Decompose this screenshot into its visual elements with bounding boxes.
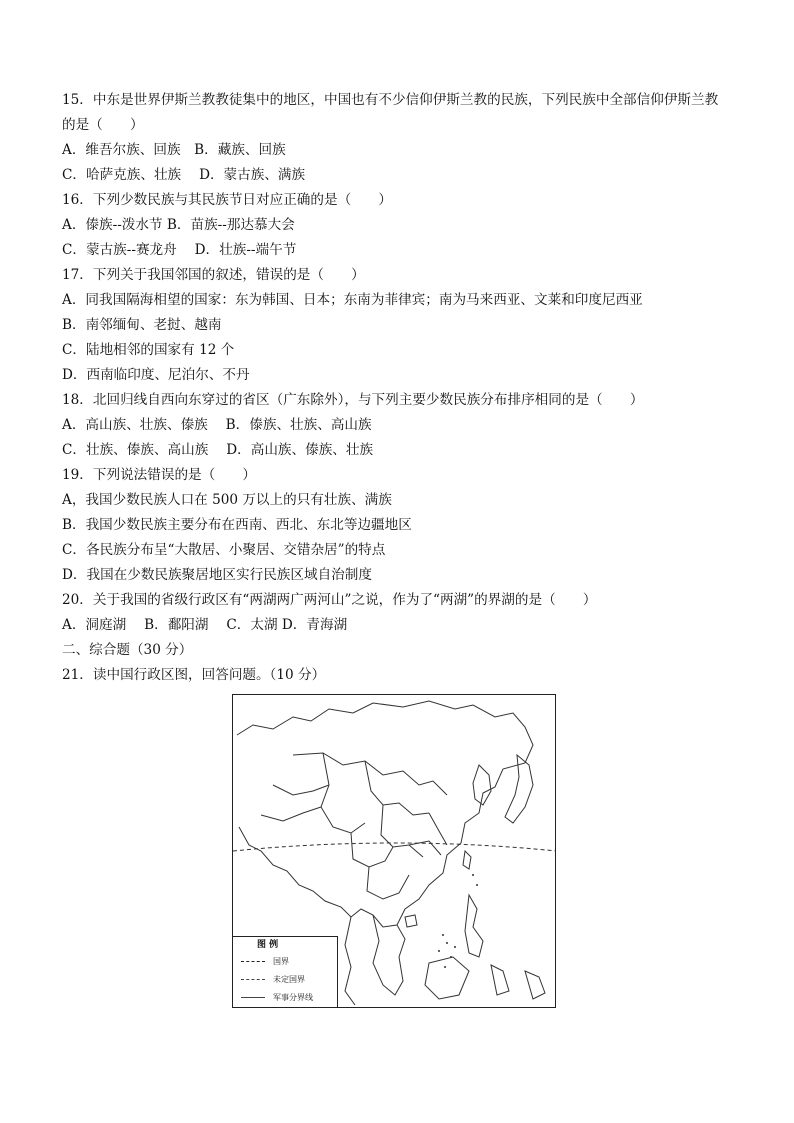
question-19-option: A，我国少数民族人口在 500 万以上的只有壮族、满族 (62, 492, 392, 508)
question-15-stem-cont: 的是（ ） (62, 117, 144, 133)
question-16-stem: 16．下列少数民族与其民族节日对应正确的是（ ） (62, 192, 392, 208)
legend-label: 国界 (273, 956, 289, 966)
legend-item-undefined-border (241, 973, 305, 985)
question-17-option: C．陆地相邻的国家有 12 个 (62, 342, 235, 358)
question-15-option-row: A．维吾尔族、回族 B．藏族、回族 (62, 142, 286, 158)
question-18-option-row: A．高山族、壮族、傣族 B．傣族、壮族、高山族 (62, 417, 372, 433)
undefined-border-line-icon (241, 979, 265, 980)
question-15-option-row: C．哈萨克族、壮族 D．蒙古族、满族 (62, 167, 306, 183)
national-border-line-icon (241, 961, 265, 962)
question-17-option: D．西南临印度、尼泊尔、不丹 (62, 367, 250, 383)
china-administrative-map (232, 694, 556, 1008)
section-title: 二、综合题（30 分） (62, 642, 193, 658)
question-19-option: B．我国少数民族主要分布在西南、西北、东北等边疆地区 (62, 517, 412, 533)
question-15-stem: 15．中东是世界伊斯兰教教徒集中的地区，中国也有不少信仰伊斯兰教的民族，下列民族中全部信仰伊斯兰教 (62, 92, 719, 108)
question-19-option: D．我国在少数民族聚居地区实行民族区域自治制度 (62, 567, 372, 583)
question-20-option-row: A．洞庭湖 B．鄱阳湖 C．太湖 D．青海湖 (62, 617, 348, 633)
question-20-stem: 20．关于我国的省级行政区有“两湖两广两河山”之说，作为了“两湖”的界湖的是（ ） (62, 592, 597, 608)
question-18-stem: 18．北回归线自西向东穿过的省区（广东除外），与下列主要少数民族分布排序相同的是（ ） (62, 392, 644, 408)
question-18-option-row: C．壮族、傣族、高山族 D．高山族、傣族、壮族 (62, 442, 374, 458)
legend-title: 图 例 (257, 940, 279, 950)
question-16-option-row: C．蒙古族--赛龙舟 D．壮族--端午节 (62, 242, 297, 258)
military-line-icon (241, 997, 265, 998)
legend-label: 未定国界 (273, 974, 305, 984)
question-17-option: B．南邻缅甸、老挝、越南 (62, 317, 222, 333)
legend-label: 军事分界线 (273, 992, 313, 1002)
question-17-stem: 17．下列关于我国邻国的叙述，错误的是（ ） (62, 267, 365, 283)
legend-item-national-border (241, 955, 289, 967)
map-legend (233, 936, 338, 1007)
question-17-option: A．同我国隔海相望的国家：东为韩国、日本；东南为菲律宾；南为马来西亚、文莱和印度尼西亚 (62, 292, 643, 308)
question-21-stem: 21．读中国行政区图，回答问题。（10 分） (62, 667, 326, 683)
legend-item-military-line (241, 991, 313, 1003)
question-19-option: C．各民族分布呈“大散居、小聚居、交错杂居”的特点 (62, 542, 386, 558)
question-19-stem: 19．下列说法错误的是（ ） (62, 467, 257, 483)
question-16-option-row: A．傣族--泼水节 B．苗族--那达慕大会 (62, 217, 295, 233)
